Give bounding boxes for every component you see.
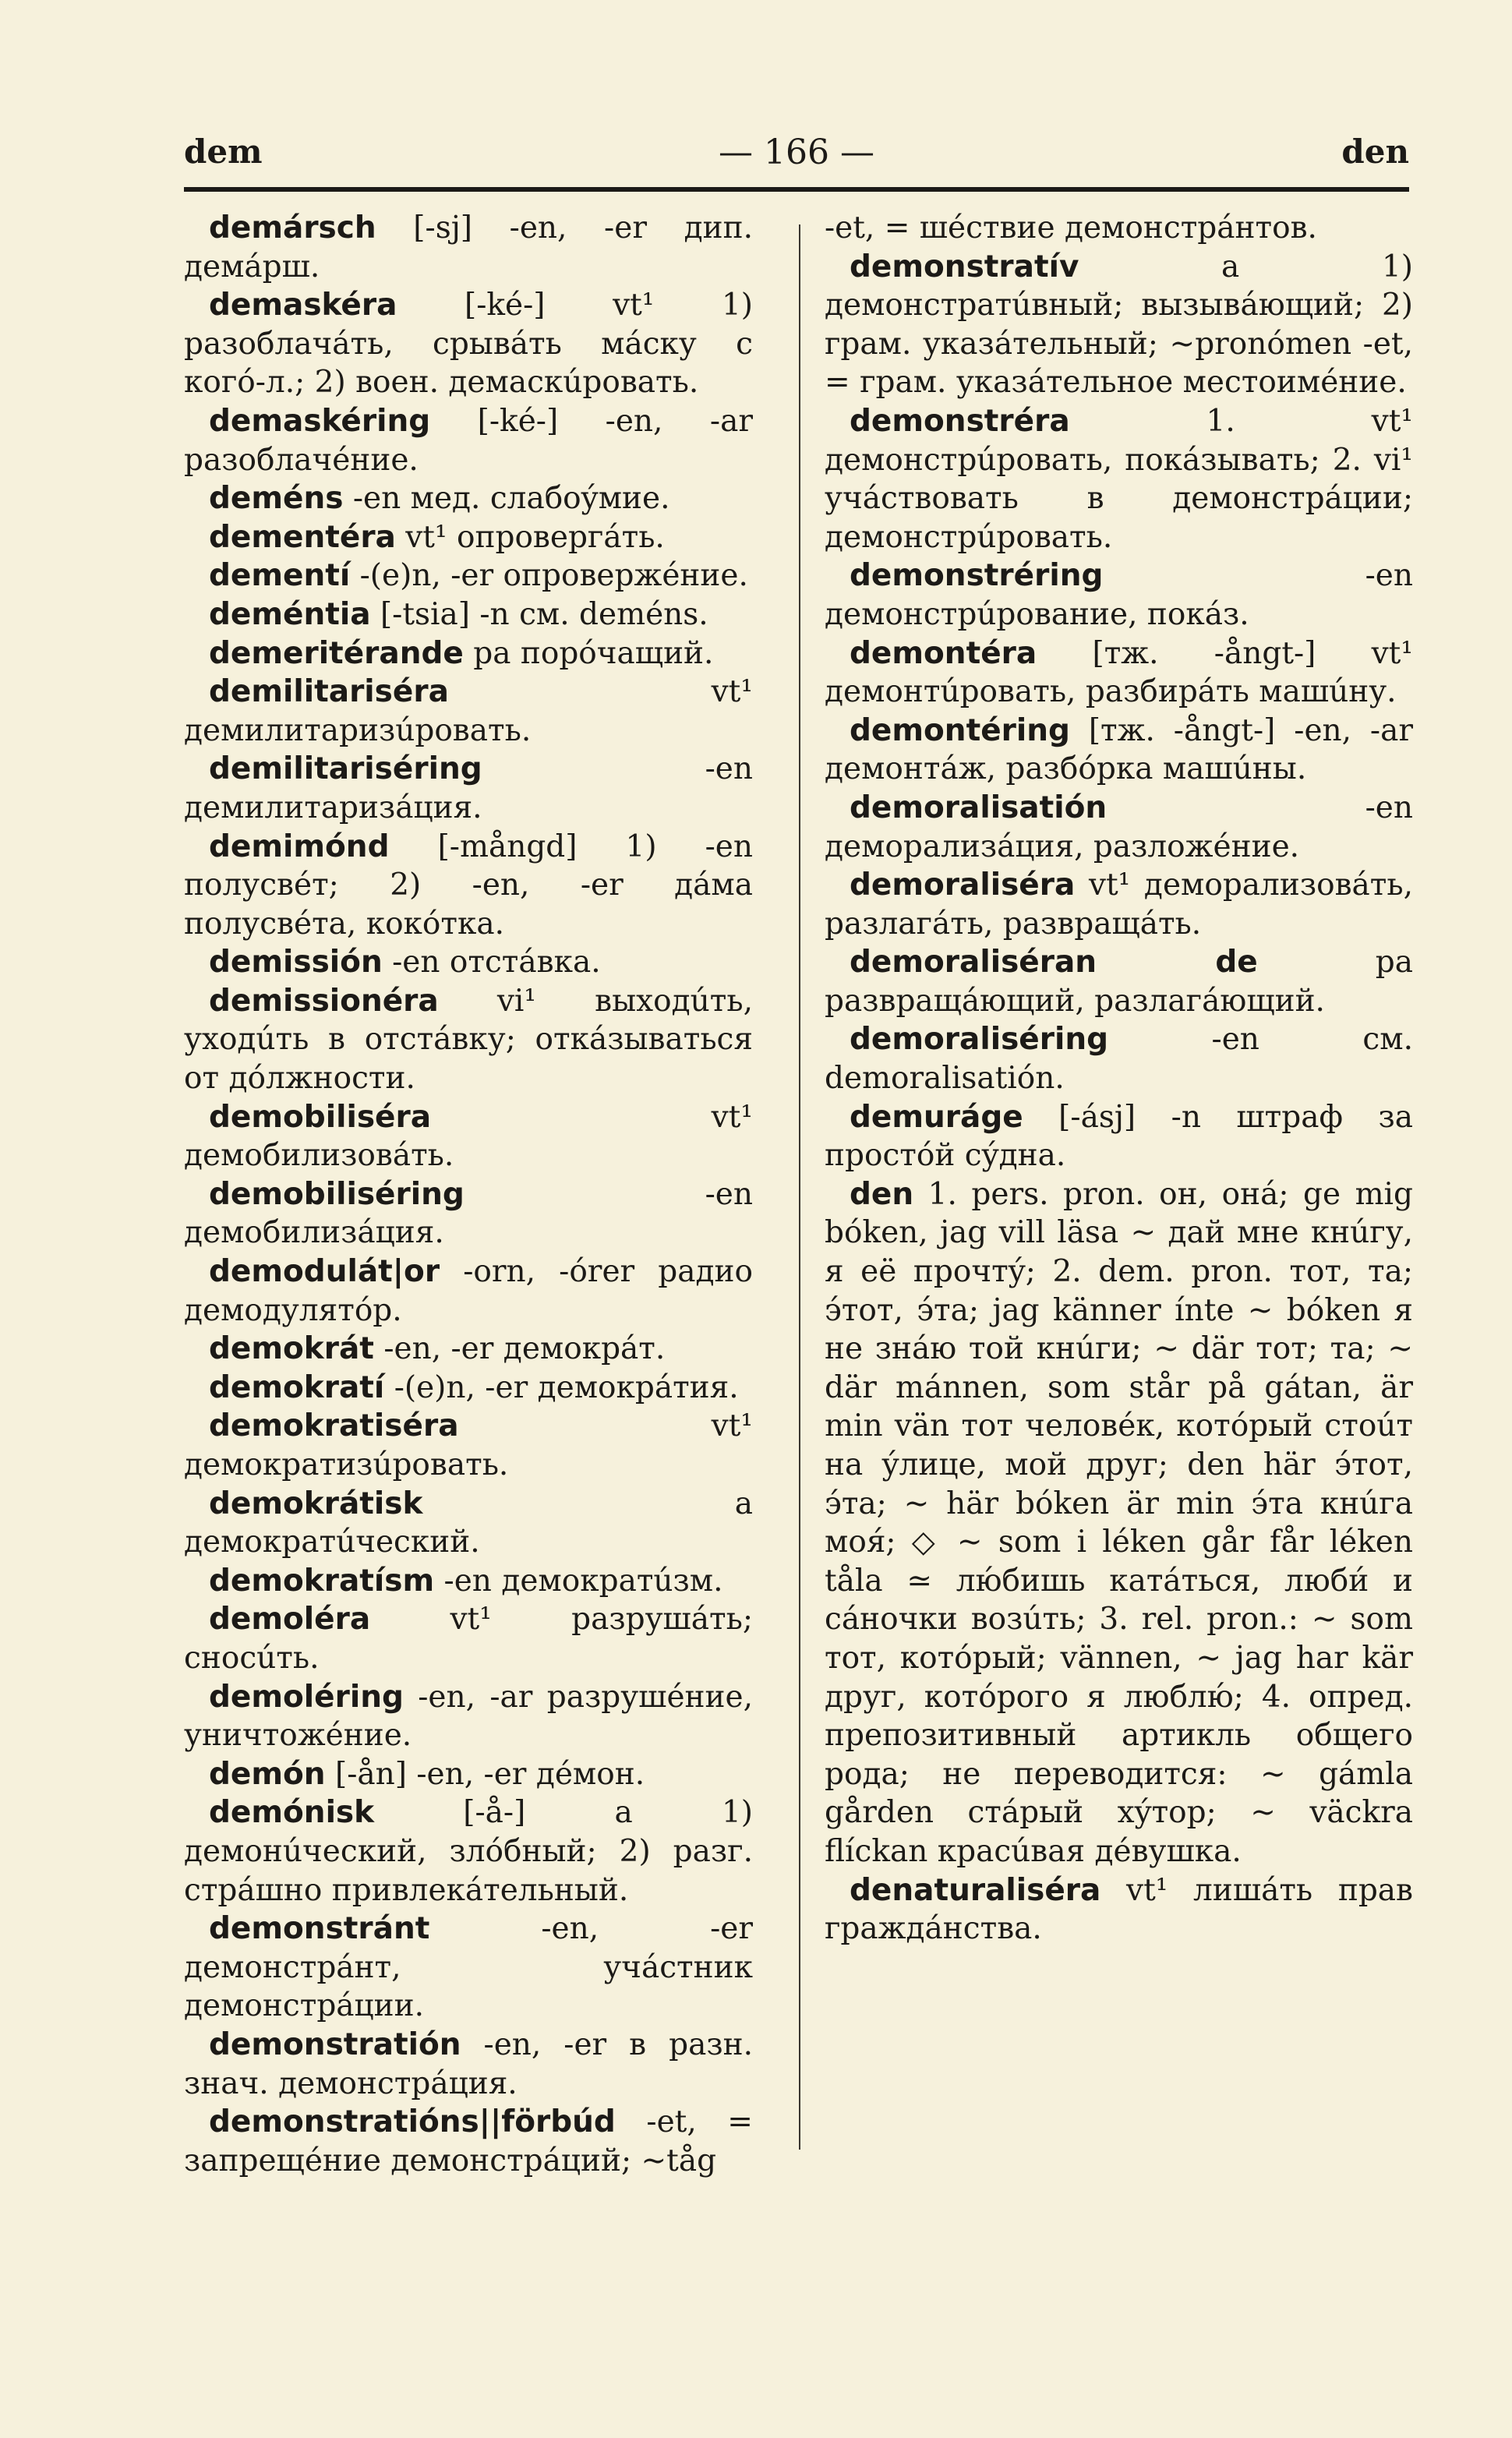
- dictionary-entry: [184, 1562, 753, 1601]
- entry-definition: [тж. -ångt-] vt¹ демонтúровать, разбирáть машúну.: [825, 635, 1413, 710]
- entry-headword: den: [850, 1176, 914, 1212]
- dictionary-entry: [184, 673, 753, 750]
- dictionary-entry: [184, 402, 753, 479]
- entry-headword: demontéra: [850, 635, 1037, 671]
- dictionary-entry: [825, 1871, 1413, 1949]
- left-column: [184, 209, 753, 2180]
- dictionary-entry: [184, 943, 753, 982]
- entry-headword: demokratísm: [209, 1563, 435, 1599]
- dictionary-entry: [825, 866, 1413, 943]
- entry-definition: vt¹ демобилизовáть.: [184, 1099, 753, 1174]
- dictionary-entry: [825, 556, 1413, 634]
- dictionary-entry: [184, 1793, 753, 1910]
- dictionary-entry: [184, 1755, 753, 1794]
- page-number: — 166 —: [719, 132, 874, 172]
- entry-definition: -en демонстрúрование, покáз.: [825, 558, 1413, 632]
- entry-headword: demilitariséra: [209, 674, 449, 710]
- dictionary-entry: [184, 1175, 753, 1253]
- entry-definition: -en демократúзм.: [434, 1563, 723, 1599]
- entry-definition: [-ké-] -en, -ar разоблачéние.: [184, 403, 753, 478]
- entry-headword: demontéring: [850, 712, 1070, 748]
- entry-definition: -orn, -órer радио демодулятóр.: [184, 1254, 753, 1328]
- entry-headword: demobiliséra: [209, 1099, 432, 1135]
- entry-headword: demimónd: [209, 829, 390, 864]
- entry-definition: pa развращáющий, разлагáющий.: [825, 945, 1413, 1019]
- dictionary-entry: [184, 1098, 753, 1175]
- header-left-guide-word: dem: [184, 132, 263, 171]
- dictionary-entry: [184, 479, 753, 518]
- entry-headword: demokratí: [209, 1369, 385, 1405]
- entry-headword: demobiliséring: [209, 1176, 465, 1212]
- entry-definition: [-å-] a 1) демонúческий, злóбный; 2) разг. стрáшно привлекáтельный.: [184, 1795, 753, 1908]
- dictionary-entry: [825, 1098, 1413, 1175]
- dictionary-entry: [825, 943, 1413, 1020]
- entry-headword: demón: [209, 1756, 326, 1792]
- entry-definition: -en деморализáция, разложéние.: [825, 790, 1413, 864]
- entry-headword: demokrát: [209, 1331, 374, 1367]
- entry-headword: demoralisatión: [850, 790, 1108, 825]
- entry-definition: [-sj] -en, -er дип. демáрш.: [184, 210, 753, 284]
- dictionary-entry: [825, 1175, 1413, 1871]
- entry-definition: [-tsia] -n см. deméns.: [370, 596, 708, 632]
- entry-headword: demokratiséra: [209, 1408, 459, 1444]
- entry-headword: demissionéra: [209, 983, 439, 1019]
- entry-definition: -et, = запрещéние демонстрáций; ~tåg: [184, 2104, 753, 2178]
- dictionary-entry: [184, 1407, 753, 1484]
- dictionary-entry: [184, 828, 753, 944]
- entry-definition: pa порóчащий.: [463, 635, 714, 671]
- right-column: [825, 209, 1413, 1949]
- entry-definition: -en см. demoralisatión.: [825, 1022, 1413, 1097]
- entry-definition: -et, = шéствие демонстрáнтов.: [825, 210, 1317, 246]
- entry-headword: dementéra: [209, 519, 396, 555]
- entry-definition: vt¹ опровергáть.: [395, 519, 665, 555]
- entry-definition: vt¹ разрушáть; сносúть.: [184, 1602, 753, 1676]
- entry-definition: a демократúческий.: [184, 1486, 753, 1560]
- entry-definition: vt¹ демократизúровать.: [184, 1408, 753, 1482]
- entry-headword: demoléra: [209, 1602, 371, 1638]
- dictionary-entry: [184, 595, 753, 634]
- dictionary-entry: [184, 2103, 753, 2180]
- entry-headword: demoraliséra: [850, 867, 1076, 903]
- entry-definition: vt¹ деморализовáть, разлагáть, развращáть.: [825, 867, 1413, 942]
- entry-headword: demeritérande: [209, 635, 464, 671]
- dictionary-entry: [184, 2026, 753, 2103]
- entry-headword: demonstránt: [209, 1911, 430, 1947]
- dictionary-entry: [184, 634, 753, 673]
- entry-headword: demonstratív: [850, 249, 1079, 284]
- entry-headword: demoléring: [209, 1679, 404, 1715]
- dictionary-entry: [825, 209, 1413, 248]
- entry-definition: -en мед. слабоýмие.: [343, 481, 670, 517]
- dictionary-entry: [184, 556, 753, 595]
- entry-definition: -en, -er демокрáт.: [373, 1331, 666, 1367]
- entry-definition: vt¹ демилитаризúровать.: [184, 674, 753, 748]
- entry-headword: demársch: [209, 210, 376, 246]
- dictionary-entry: [184, 1253, 753, 1330]
- entry-definition: vi¹ выходúть, уходúть в отстáвку; откáзываться от дóлжности.: [184, 983, 753, 1097]
- entry-headword: denaturaliséra: [850, 1872, 1101, 1908]
- entry-definition: vt¹ лишáть прав граждáнства.: [825, 1872, 1413, 1947]
- entry-definition: 1. vt¹ демонстрúровать, покáзывать; 2. vi¹ учáствовать в демонстрáции; демонстрúровать.: [825, 403, 1413, 555]
- entry-headword: demoraliséran de: [850, 945, 1258, 980]
- dictionary-entry: [184, 1485, 753, 1562]
- entry-headword: demoraliséring: [850, 1022, 1109, 1058]
- entry-definition: -en, -er в разн. знач. демонстрáция.: [184, 2026, 753, 2101]
- entry-headword: demissión: [209, 945, 383, 980]
- dictionary-entry: [825, 789, 1413, 866]
- dictionary-entry: [825, 634, 1413, 712]
- entry-definition: -(e)n, -er демокрáтия.: [384, 1369, 739, 1405]
- entry-definition: 1. pers. pron. он, онá; ge mig bóken, jag vill läsa ~ дай мне кнúгу, я её прочтý; 2. dem. pron. тот, та; э́тот, э́та; jag känner ínte ~ bóken я не знáю той кнúги; ~ där тот; та; ~ där mánnen, som står på gátan, är min vän тот человéк, котóрый стоúт на ýлице, мой друг; den här э́тот, э́та; ~ här bóken är min э́та кнúга моя́; ◇ ~ som i léken går får léken tåla ≃ лю́бишь катáться, люби́ и сáночки возúть; 3. rel. pron.: ~ som тот, котóрый; vännen, ~ jag har kär друг, котóрого я люблю́; 4. опред. препозитивный артикль общего рода; не переводится: ~ gámla gården стáрый хýтор; ~ väckra flíckan красúвая дéвушка.: [825, 1176, 1413, 1869]
- page-header: [184, 132, 1409, 187]
- entry-headword: demónisk: [209, 1795, 375, 1831]
- entry-definition: [-ké-] vt¹ 1) разоблачáть, срывáть мáску с когó-л.; 2) воен. демаскúровать.: [184, 288, 753, 401]
- dictionary-entry: [184, 286, 753, 402]
- column-divider: [799, 224, 800, 2150]
- entry-headword: demuráge: [850, 1099, 1023, 1135]
- entry-definition: -en отстáвка.: [382, 945, 601, 980]
- dictionary-entry: [184, 518, 753, 557]
- dictionary-entry: [825, 712, 1413, 789]
- entry-definition: [-ån] -en, -er дéмон.: [325, 1756, 645, 1792]
- dictionary-entry: [184, 1678, 753, 1755]
- entry-definition: [тж. -ångt-] -en, -ar демонтáж, разбóрка машúны.: [825, 712, 1413, 787]
- entry-definition: [-ásj] -n штраф за простóй сýдна.: [825, 1099, 1413, 1174]
- dictionary-entry: [184, 209, 753, 286]
- dictionary-entry: [184, 1910, 753, 2026]
- entry-headword: demokrátisk: [209, 1486, 423, 1521]
- dictionary-entry: [825, 248, 1413, 402]
- entry-headword: demaskéra: [209, 288, 397, 323]
- header-right-guide-word: den: [1341, 132, 1409, 171]
- entry-headword: demonstratións||förbúd: [209, 2104, 616, 2140]
- entry-definition: a 1) демонстратúвный; вызывáющий; 2) грам. указáтельный; ~pronómen -et, = грам. указáтельное местоимéние.: [825, 249, 1413, 401]
- entry-headword: demonstréring: [850, 558, 1104, 594]
- entry-definition: -en, -er демонстрáнт, учáстник демонстрáции.: [184, 1911, 753, 2024]
- entry-headword: deméns: [209, 481, 344, 517]
- entry-definition: -(e)n, -er опровержéние.: [350, 558, 748, 594]
- entry-headword: demonstratión: [209, 2026, 461, 2062]
- entry-headword: demodulát|or: [209, 1254, 440, 1290]
- entry-headword: dementí: [209, 558, 351, 594]
- header-rule: [184, 187, 1409, 192]
- entry-definition: -en демилитаризáция.: [184, 751, 753, 825]
- dictionary-entry: [184, 982, 753, 1098]
- dictionary-entry: [825, 1020, 1413, 1097]
- dictionary-entry: [825, 402, 1413, 556]
- entry-definition: -en демобилизáция.: [184, 1176, 753, 1251]
- dictionary-entry: [184, 1369, 753, 1408]
- entry-headword: deméntia: [209, 596, 371, 632]
- dictionary-entry: [184, 1600, 753, 1677]
- entry-headword: demilitariséring: [209, 751, 482, 787]
- entry-definition: [-mångd] 1) -en полусвéт; 2) -en, -er дáма полусвéта, кокóтка.: [184, 829, 753, 942]
- entry-headword: demonstréra: [850, 403, 1070, 439]
- dictionary-entry: [184, 1330, 753, 1369]
- dictionary-entry: [184, 750, 753, 827]
- entry-headword: demaskéring: [209, 403, 431, 439]
- entry-definition: -en, -ar разрушéние, уничтожéние.: [184, 1679, 753, 1754]
